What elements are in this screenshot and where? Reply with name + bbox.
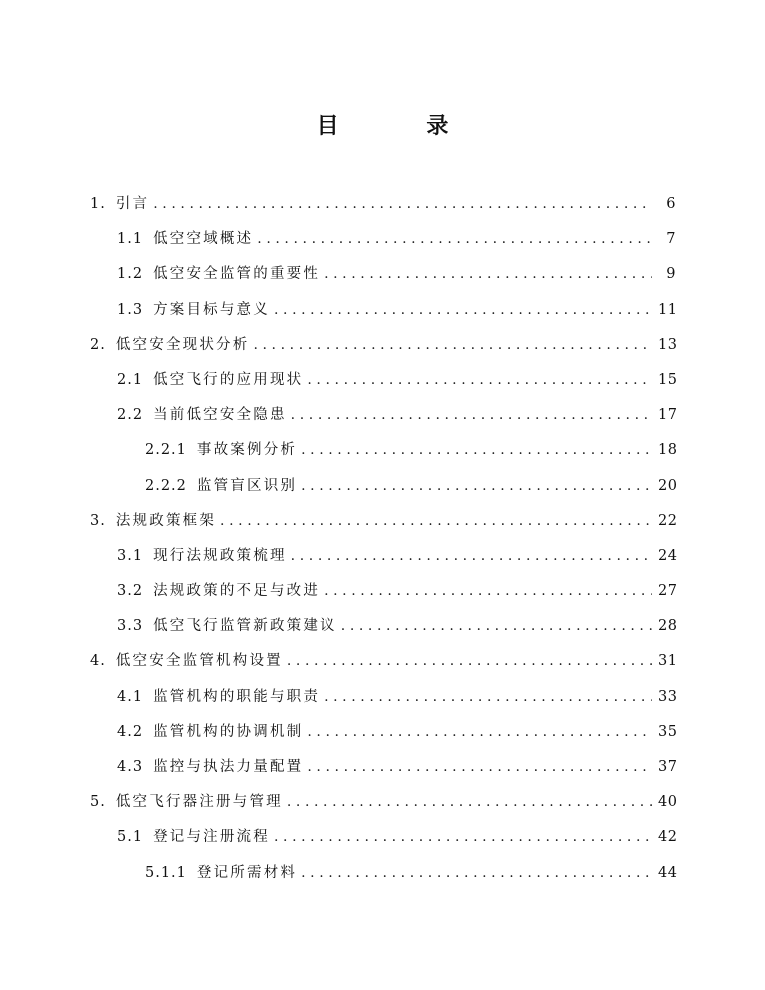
toc-entry-page-number: 27 <box>658 583 678 600</box>
toc-entry[interactable] <box>90 472 676 507</box>
toc-entry-page-number: 24 <box>658 547 678 564</box>
toc-entry-title: 监管机构的协调机制 <box>153 723 304 740</box>
toc-entry-title: 低空飞行的应用现状 <box>153 371 304 388</box>
toc-dot-leader <box>257 225 652 253</box>
toc-dot-leader <box>307 366 652 394</box>
toc-entry[interactable] <box>90 401 676 436</box>
toc-entry-title: 登记与注册流程 <box>153 829 270 846</box>
toc-entry-number: 5. <box>90 794 106 811</box>
page-title: 目 录 <box>316 114 489 139</box>
toc-entry-title: 监管盲区识别 <box>196 477 298 494</box>
toc-dot-leader <box>324 683 652 711</box>
toc-entry-number: 4. <box>90 653 106 670</box>
toc-dot-leader <box>301 472 652 500</box>
toc-entry[interactable] <box>90 577 676 612</box>
toc-entry-number: 2.2.1 <box>145 442 187 459</box>
toc-entry-number: 2.1 <box>117 371 144 388</box>
toc-entry-page-number: 11 <box>658 301 678 318</box>
toc-entry-title: 低空飞行监管新政策建议 <box>153 618 337 635</box>
toc-dot-leader <box>274 823 652 851</box>
toc-entry-number: 2.2 <box>117 407 144 424</box>
toc-entry-page-number: 18 <box>658 442 678 459</box>
toc-entry-title: 低空安全现状分析 <box>115 336 250 353</box>
toc-entry-number: 5.1.1 <box>145 864 187 881</box>
toc-entry[interactable] <box>90 366 676 401</box>
toc-entry-number: 2.2.2 <box>145 477 187 494</box>
toc-entry-page-number: 7 <box>666 231 676 248</box>
toc-entry-page-number: 33 <box>658 688 678 705</box>
toc-entry-number: 3.3 <box>117 618 144 635</box>
toc-dot-leader <box>274 296 652 324</box>
toc-entry-number: 3.1 <box>117 547 144 564</box>
toc-entry-title: 登记所需材料 <box>196 864 298 881</box>
toc-entry[interactable] <box>90 647 676 682</box>
toc-dot-leader <box>301 436 652 464</box>
toc-entry[interactable] <box>90 331 676 366</box>
toc-entry-number: 4.3 <box>117 759 144 775</box>
toc-dot-leader <box>287 788 652 816</box>
toc-dot-leader <box>324 260 652 288</box>
toc-entry-title: 事故案例分析 <box>196 442 298 459</box>
toc-dot-leader <box>324 577 652 605</box>
toc-entry-page-number: 28 <box>658 618 678 635</box>
toc-entry-title: 低空安全监管的重要性 <box>153 266 321 283</box>
toc-dot-leader <box>291 401 652 429</box>
toc-entry-title: 低空空域概述 <box>153 231 254 248</box>
toc-dot-leader <box>253 331 652 359</box>
toc-entry[interactable] <box>90 823 676 858</box>
toc-entry[interactable] <box>90 683 676 718</box>
toc-entry-page-number: 6 <box>666 196 676 212</box>
toc-entry[interactable] <box>90 542 676 577</box>
toc-entry-title: 引言 <box>115 196 150 212</box>
toc-entry-title: 方案目标与意义 <box>153 301 270 318</box>
toc-entry-page-number: 40 <box>658 794 678 811</box>
toc-dot-leader <box>287 647 652 675</box>
toc-entry-number: 3.2 <box>117 583 144 600</box>
toc-dot-leader <box>153 190 652 218</box>
toc-dot-leader <box>341 612 652 640</box>
toc-entry-title: 低空飞行器注册与管理 <box>115 794 283 811</box>
toc-entry[interactable] <box>90 859 676 894</box>
table-of-contents <box>90 190 676 894</box>
toc-entry[interactable] <box>90 260 676 295</box>
toc-entry-number: 1. <box>90 196 106 212</box>
toc-entry[interactable] <box>90 718 676 753</box>
toc-entry-title: 当前低空安全隐患 <box>153 407 287 424</box>
toc-entry[interactable] <box>90 788 676 823</box>
toc-entry-number: 4.1 <box>117 688 144 705</box>
toc-entry-title: 法规政策的不足与改进 <box>153 583 321 600</box>
toc-entry[interactable] <box>90 225 676 260</box>
toc-entry-page-number: 13 <box>658 336 678 353</box>
toc-entry-page-number: 22 <box>658 512 678 529</box>
toc-entry-title: 低空安全监管机构设置 <box>115 653 283 670</box>
toc-entry-page-number: 31 <box>658 653 678 670</box>
toc-entry-page-number: 15 <box>658 371 678 388</box>
toc-entry-title: 监控与执法力量配置 <box>153 759 304 775</box>
toc-dot-leader <box>307 753 652 781</box>
toc-dot-leader <box>307 718 652 746</box>
toc-entry-page-number: 42 <box>658 829 678 846</box>
toc-entry-title: 法规政策框架 <box>115 512 217 529</box>
toc-entry-number: 3. <box>90 512 106 529</box>
toc-entry-title: 监管机构的职能与职责 <box>153 688 321 705</box>
toc-entry-page-number: 9 <box>666 266 676 283</box>
toc-dot-leader <box>291 542 652 570</box>
toc-entry[interactable] <box>90 753 676 788</box>
toc-entry-title: 现行法规政策梳理 <box>153 547 287 564</box>
toc-entry-number: 1.3 <box>117 301 144 318</box>
toc-entry-page-number: 20 <box>658 477 678 494</box>
toc-entry[interactable] <box>90 436 676 471</box>
toc-entry-number: 2. <box>90 336 106 353</box>
toc-entry[interactable] <box>90 190 676 225</box>
toc-dot-leader <box>301 859 652 887</box>
toc-entry-page-number: 17 <box>658 407 678 424</box>
toc-entry-number: 5.1 <box>117 829 144 846</box>
toc-entry-number: 4.2 <box>117 723 144 740</box>
toc-entry[interactable] <box>90 507 676 542</box>
toc-dot-leader <box>220 507 652 535</box>
toc-entry-page-number: 44 <box>658 864 678 881</box>
toc-entry[interactable] <box>90 612 676 647</box>
toc-entry-page-number: 37 <box>658 759 678 775</box>
toc-entry-number: 1.2 <box>117 266 144 283</box>
toc-entry-number: 1.1 <box>117 231 144 248</box>
toc-entry-page-number: 35 <box>658 723 678 740</box>
toc-entry[interactable] <box>90 296 676 331</box>
